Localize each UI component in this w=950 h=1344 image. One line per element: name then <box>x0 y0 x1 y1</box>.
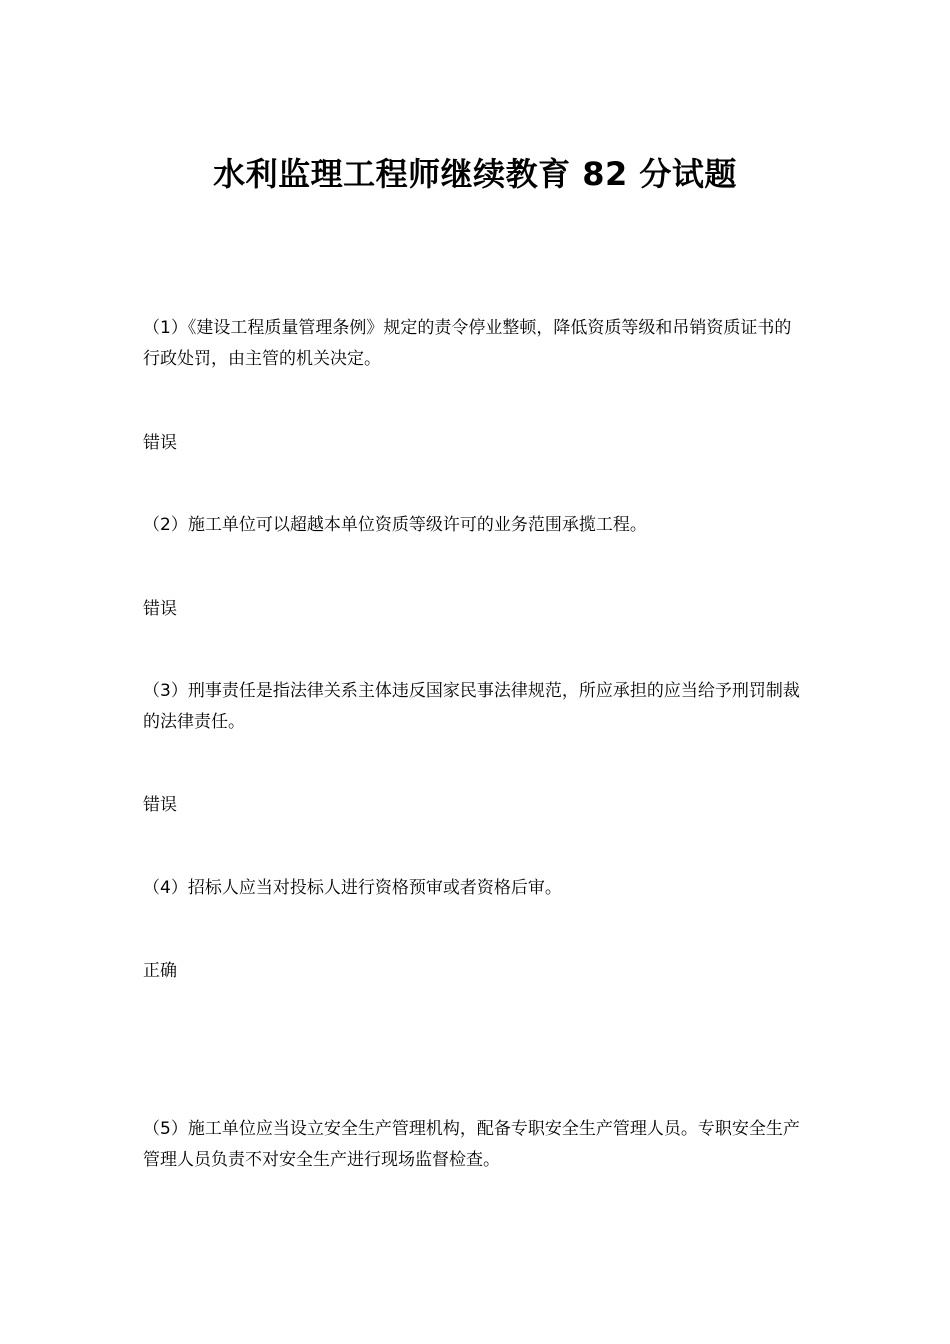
document-title: 水利监理工程师继续教育 82 分试题 <box>213 155 737 193</box>
answer-3: 错误 <box>143 795 177 815</box>
question-1: （1）《建设工程质量管理条例》规定的责令停业整顿，降低资质等级和吊销资质证书的行政处罚，由主管的机关决定。 <box>143 318 792 369</box>
question-4: （4）招标人应当对投标人进行资格预审或者资格后审。 <box>143 878 562 898</box>
question-5: （5）施工单位应当设立安全生产管理机构，配备专职安全生产管理人员。专职安全生产管理人员负责不对安全生产进行现场监督检查。 <box>143 1119 800 1170</box>
answer-1: 错误 <box>143 433 177 453</box>
answer-4: 正确 <box>143 961 177 981</box>
question-3: （3）刑事责任是指法律关系主体违反国家民事法律规范，所应承担的应当给予刑罚制裁的法律责任。 <box>143 681 800 732</box>
answer-2: 错误 <box>143 599 177 619</box>
question-2: （2）施工单位可以超越本单位资质等级许可的业务范围承揽工程。 <box>143 515 647 535</box>
